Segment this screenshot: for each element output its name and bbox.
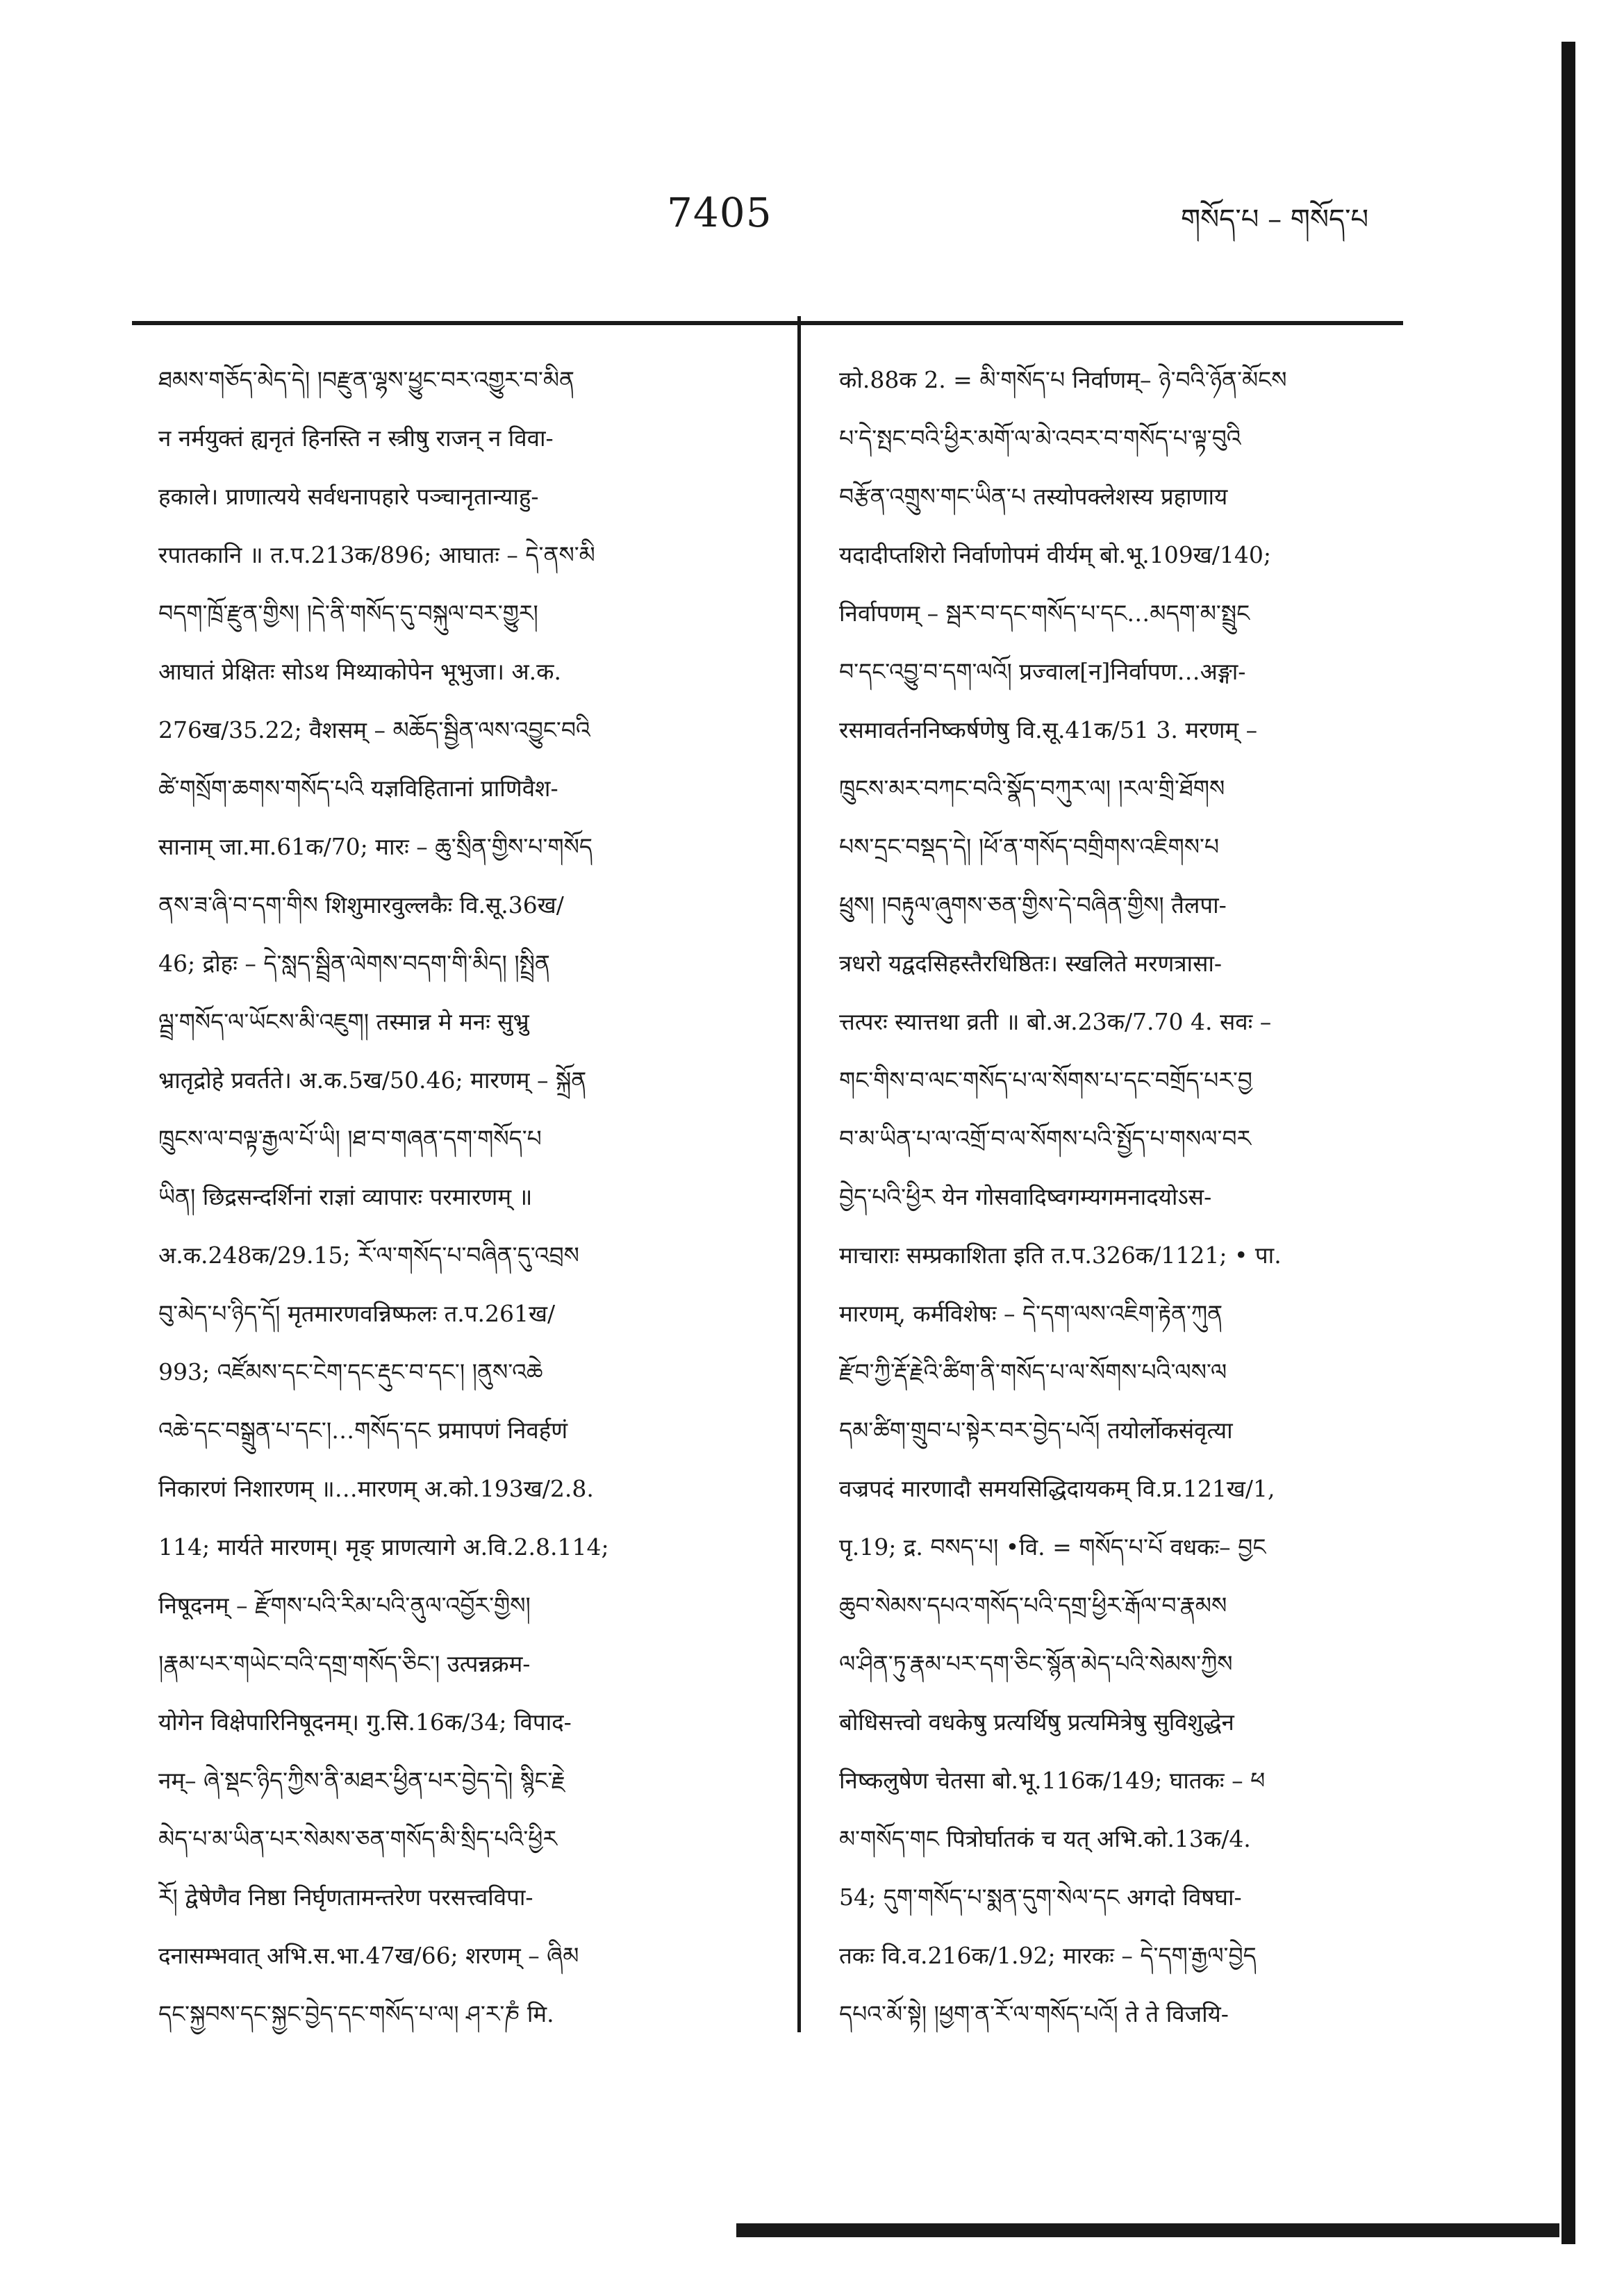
text-line: 114; मार्यते मारणम्। मृङ् प्राणत्यागे अ.वि.2.8.114; — [158, 1533, 609, 1561]
text-line: ཐམས་གཅོད་མེད་དེ། །བརྫུན་ལྷས་ཕྱུང་བར་འགྱུར་བ་མིན — [158, 366, 575, 393]
text-line: नम्– ཞེ་སྡང་ཉིད་ཀྱིས་ནི་མཐར་ཕྱིན་པར་བྱེད་དེ། སྙིང་རྗེ — [158, 1767, 565, 1794]
text-line: །རྣམ་པར་གཡེང་བའི་དགྲ་གསོད་ཅིང་། उत्पन्नक्रम- — [158, 1650, 531, 1677]
text-line: न नर्मयुक्तं ह्यनृतं हिनस्ति न स्त्रीषु राजन् न विवा- — [158, 425, 554, 452]
text-line: पृ.19; द्र. བསད་པ། •वि. = གསོད་པ་པོ वधकः– བྱང — [839, 1533, 1266, 1561]
bottom-rule — [736, 2223, 1559, 2237]
running-head: གསོད་པ – གསོད་པ — [1181, 204, 1369, 236]
text-line: वज्रपदं मारणादौ समयसिद्धिदायकम् वि.प्र.121ख/1, — [839, 1475, 1275, 1502]
text-line: रसमावर्तननिष्कर्षणेषु वि.सू.41क/51 3. मरणम् – — [839, 716, 1258, 743]
text-line: बोधिसत्त्वो वधकेषु प्रत्यर्थिषु प्रत्यमित्रेषु सुविशुद्धेन — [839, 1708, 1234, 1736]
text-line: माचाराः सम्प्रकाशिता इति त.प.326क/1121; • पा. — [839, 1242, 1282, 1269]
header-rule — [132, 321, 1403, 325]
text-line: यदादीप्तशिरो निर्वाणोपमं वीर्यम् बो.भू.109ख/140; — [839, 541, 1271, 568]
text-line: རྫོབ་ཀྱི་རྡོ་རྗེའི་ཚིག་ནི་གསོད་པ་ལ་སོགས་པའི་ལས་ལ — [839, 1358, 1227, 1385]
text-line: 993; འཛོམས་དང་ངེག་དང་རྡུང་བ་དང་། །ནུས་འཆེ — [158, 1358, 543, 1385]
text-line: བདག་ཁྲོ་རྫུན་གྱིས། །དེ་ནི་གསོད་དུ་བསྐུལ་བར་གྱུར། — [158, 600, 538, 627]
text-line: निष्कलुषेण चेतसा बो.भू.116क/149; घातकः – ཕ — [839, 1767, 1266, 1794]
text-line: को.88क 2. = མི་གསོད་པ निर्वाणम्– ཉེ་བའི་ཉོན་མོངས — [839, 366, 1287, 393]
text-line: ནས་ཟ་ཞི་བ་དག་གིས शिशुमारवुल्लकैः वि.सू.36ख/ — [158, 891, 564, 919]
text-line: 54; དུག་གསོད་པ་སྨན་དུག་སེལ་དང अगदो विषघा- — [839, 1884, 1242, 1911]
text-line: འཆེ་དང་བསྒྲུན་པ་དང་།…གསོད་དང प्रमापणं निवर्हणं — [158, 1417, 568, 1444]
text-line: རོ། द्वेषेणैव निष्ठा निर्घृणतामन्तरेण परसत्त्वविपा- — [158, 1884, 533, 1911]
text-line: 276ख/35.22; वैशसम् – མཆོད་སྦྱིན་ལས་འབྱུང་བའི — [158, 716, 590, 743]
left-column — [158, 351, 763, 2043]
text-line: हकाले। प्राणात्यये सर्वधनापहारे पञ्चानृतान्याहु- — [158, 483, 539, 510]
text-line: अ.क.248क/29.15; རོ་ལ་གསོད་པ་བཞིན་དུ་འབྲས — [158, 1242, 579, 1269]
text-line: མ་གསོད་གང पित्रोर्घातकं च यत् अभि.को.13क/4. — [839, 1825, 1251, 1852]
text-line: दनासम्भवात् अभि.स.भा.47ख/66; शरणम् – ཞིམ — [158, 1942, 579, 1969]
text-line: ལ་ཤིན་ཏུ་རྣམ་པར་དག་ཅིང་སྙོན་མེད་པའི་སེམས་ཀྱིས — [839, 1650, 1233, 1677]
text-line: བ་མ་ཡིན་པ་ལ་འགྲོ་བ་ལ་སོགས་པའི་སྤྱོད་པ་གསལ་བར — [839, 1125, 1252, 1152]
text-line: त्रधरो यद्वदसिहस्तैरधिष्ठितः। स्खलिते मरणत्रासा- — [839, 950, 1223, 977]
text-line: तकः वि.व.216क/1.92; मारकः – དེ་དག་རྒྱལ་བྱེད — [839, 1942, 1257, 1969]
text-line: निषूदनम् – རྫོགས་པའི་རིམ་པའི་ནུལ་འབྱོར་གྱིས། — [158, 1592, 531, 1619]
text-line: ལྦྲ་གསོད་ལ་ཡོངས་མི་འཇུག། तस्मान्न मे मनः सुभ्रु — [158, 1008, 529, 1035]
text-line: ཁྲུངས་ལ་བལྟ་རྒྱལ་པོ་ཡི། །ཐ་བ་གཞན་དག་གསོད་པ — [158, 1125, 542, 1152]
text-line: ཆུབ་སེམས་དཔའ་གསོད་པའི་དགྲ་ཕྱིར་རྒོལ་བ་རྣམས — [839, 1592, 1227, 1619]
text-line: པས་དྲང་བསྡད་དེ། །ཕོ་ན་གསོད་བགྲིགས་འཇིགས་པ — [839, 833, 1220, 860]
text-line: त्तत्परः स्यात्तथा व्रती ॥ बो.अ.23क/7.70 4. सवः – — [839, 1008, 1272, 1035]
text-line: निकारणं निशारणम् ॥…मारणम् अ.को.193ख/2.8. — [158, 1475, 594, 1502]
text-line: དཔའ་མོ་སྟེ། །ཕྱག་ན་རོ་ལ་གསོད་པའོ། ते ते विजयि- — [839, 2000, 1229, 2027]
text-line: मारणम्, कर्मविशेषः – དེ་དག་ལས་འཇིག་རྟེན་ཀུན — [839, 1300, 1223, 1327]
text-line: 46; द्रोहः – དེ་སླད་སྦྲིན་ལེགས་བདག་གི་མིད། །སྤྲིན — [158, 950, 550, 977]
text-line: བུ་མེད་པ་ཉིད་དོ། मृतमारणवन्निष्फलः त.प.261ख/ — [158, 1300, 556, 1327]
column-divider — [797, 316, 801, 2032]
text-line: བརྩོན་འགྲུས་གང་ཡིན་པ तस्योपक्लेशस्य प्रहाणाय — [839, 483, 1228, 510]
scan-edge-bar — [1561, 42, 1575, 2244]
text-line: པ་དེ་སྤང་བའི་ཕྱིར་མགོ་ལ་མེ་འབར་བ་གསོད་པ་ལྟ་བུའི — [839, 425, 1241, 452]
text-line: མེད་པ་མ་ཡིན་པར་སེམས་ཅན་གསོད་མི་སྲིད་པའི་ཕྱིར — [158, 1825, 558, 1852]
text-line: भ्रातृद्रोहे प्रवर्तते। अ.क.5ख/50.46; मारणम् – སྐྲོན — [158, 1067, 587, 1094]
text-line: ཡིན། छिद्रसन्दर्शिनां राज्ञां व्यापारः परमारणम् ॥ — [158, 1183, 533, 1210]
text-line: ཁྲུངས་མར་བཀང་བའི་སྣོད་བཀུར་ལ། །རལ་གྲི་ཐོགས — [839, 775, 1225, 802]
right-column — [839, 351, 1464, 2043]
text-line: གང་གིས་བ་ལང་གསོད་པ་ལ་སོགས་པ་དང་བགྲོད་པར་བྱ — [839, 1067, 1252, 1094]
text-line: བ་དང་འབྱུ་བ་དག་ལའོ། प्रज्वाल[न]निर्वापण…अङ्गा- — [839, 658, 1246, 685]
text-line: བྱེད་པའི་ཕྱིར येन गोसवादिष्वगम्यगमनादयोऽस- — [839, 1183, 1212, 1210]
text-line: དམ་ཚིག་གྲུབ་པ་སྟེར་བར་བྱེད་པའོ། तयोर्लोकसंवृत्या — [839, 1417, 1233, 1444]
text-line: ཚེ་གསྲོག་ཆགས་གསོད་པའི यज्ञविहितानां प्राणिवैश- — [158, 775, 558, 802]
text-line: आघातं प्रेक्षितः सोऽथ मिथ्याकोपेन भूभुजा। अ.क. — [158, 658, 561, 685]
text-line: सानाम् जा.मा.61क/70; मारः – ཆུ་སྲིན་གྱིས་པ་གསོད — [158, 833, 593, 860]
text-line: योगेन विक्षेपारिनिषूदनम्। गु.सि.16क/34; विपाद- — [158, 1708, 572, 1736]
text-line: निर्वापणम् – སྦར་བ་དང་གསོད་པ་དང…མདག་མ་སྤྲུང — [839, 600, 1250, 627]
page-number: 7405 — [667, 189, 772, 236]
text-line: रपातकानि ॥ त.प.213क/896; आघातः – དེ་ནས་མི — [158, 541, 595, 568]
text-line: ཕྲུས། །བརྟུལ་ཞུགས་ཅན་གྱིས་དེ་བཞིན་གྱིས། तैलपा- — [839, 891, 1227, 919]
text-line: དང་སྐྱབས་དང་སྐྱང་བྱེད་དང་གསོད་པ་ལ། ཤ་ར་ཎཾ मि. — [158, 2000, 554, 2027]
